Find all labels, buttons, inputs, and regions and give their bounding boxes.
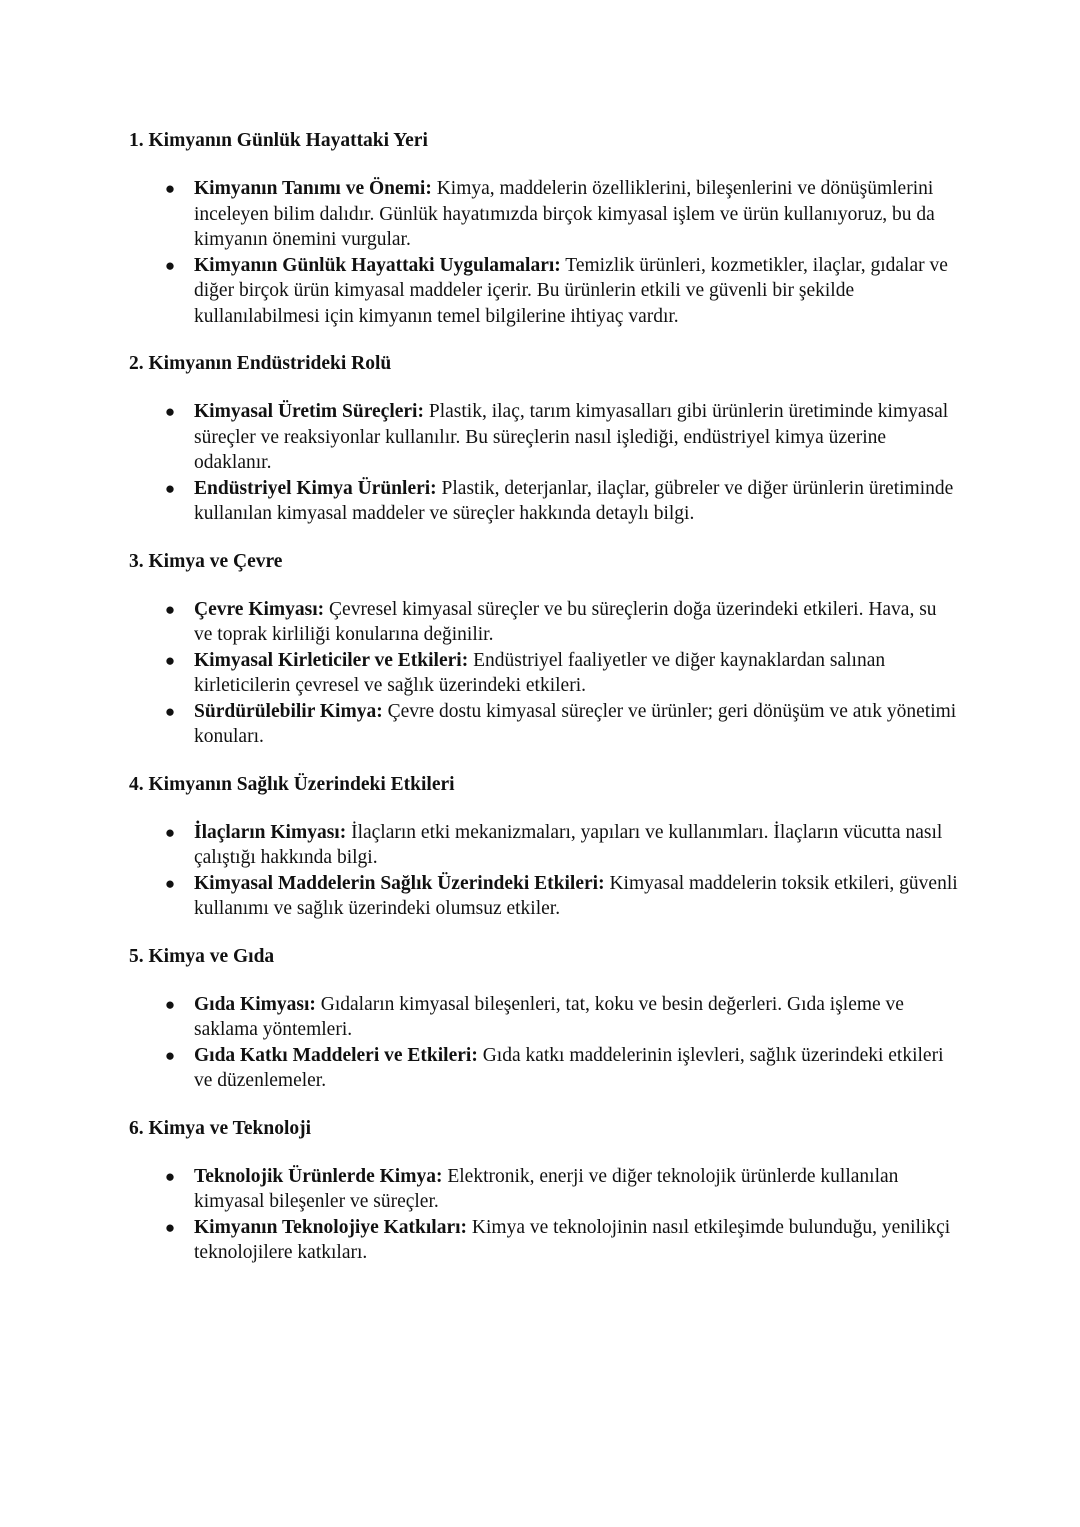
bullet-icon: ●: [164, 701, 176, 721]
item-term: Çevre Kimyası:: [194, 598, 325, 620]
item-term: Kimyasal Üretim Süreçleri:: [194, 401, 424, 422]
section-title: 2. Kimyanın Endüstrideki Rolü: [129, 353, 392, 374]
item-text: Kimya, maddelerin özelliklerini, bileşenlerini ve dönüşümlerini inceleyen bilim dalıdır. Günlük hayatımızda birçok kimyasal işlem ve ürün kullanıyoruz, bu da kimyanın önemini vurgular.: [194, 178, 935, 250]
item-term: Kimyasal Maddelerin Sağlık Üzerindeki Etkileri:: [194, 872, 605, 894]
bullet-list: [129, 1164, 959, 1266]
list-item: [129, 871, 959, 922]
section-4: [129, 772, 959, 922]
section-2: [129, 351, 959, 527]
bullet-icon: ●: [164, 599, 176, 619]
item-text: Elektronik, enerji ve diğer teknolojik ürünlerde kullanılan kimyasal bileşenler ve süreçler.: [194, 1165, 899, 1212]
list-item: [129, 820, 959, 871]
section-title: 4. Kimyanın Sağlık Üzerindeki Etkileri: [129, 773, 455, 795]
item-term: Kimyasal Kirleticiler ve Etkileri:: [194, 649, 469, 671]
list-item: [129, 1215, 959, 1266]
list-item: [129, 699, 959, 750]
item-term: Teknolojik Ürünlerde Kimya:: [194, 1165, 443, 1187]
list-item: [129, 399, 959, 476]
bullet-icon: ●: [164, 650, 176, 670]
list-item: [129, 597, 959, 648]
bullet-list: [129, 992, 959, 1094]
item-text: İlaçların etki mekanizmaları, yapıları ve kullanımları. İlaçların vücutta nasıl çalıştığı hakkında bilgi.: [194, 821, 943, 868]
bullet-icon: ●: [164, 402, 176, 421]
bullet-icon: ●: [164, 873, 176, 893]
item-term: Sürdürülebilir Kimya:: [194, 700, 383, 722]
list-item: [129, 253, 959, 330]
list-item: [129, 992, 959, 1043]
bullet-icon: ●: [164, 179, 176, 198]
item-text: Çevresel kimyasal süreçler ve bu süreçlerin doğa üzerindeki etkileri. Hava, su ve toprak kirliliği konularına değinilir.: [194, 598, 937, 645]
bullet-icon: ●: [164, 255, 176, 275]
item-text: Plastik, ilaç, tarım kimyasalları gibi ürünlerin üretiminde kimyasal süreçler ve reaksiyonlar kullanılır. Bu süreçlerin nasıl işlediği, endüstriyel kimya üzerine odaklanır.: [194, 401, 949, 473]
item-term: Kimyanın Tanımı ve Önemi:: [194, 178, 432, 199]
section-6: [129, 1116, 959, 1266]
item-term: Endüstriyel Kimya Ürünleri:: [194, 477, 437, 499]
section-5: [129, 944, 959, 1094]
item-text: Endüstriyel faaliyetler ve diğer kaynaklardan salınan kirleticilerin çevresel ve sağlık üzerindeki etkileri.: [194, 649, 886, 696]
section-title: 3. Kimya ve Çevre: [129, 550, 283, 572]
item-term: Kimyanın Günlük Hayattaki Uygulamaları:: [194, 254, 561, 276]
item-text: Kimyasal maddelerin toksik etkileri, güvenli kullanımı ve sağlık üzerindeki olumsuz etkiler.: [194, 872, 958, 919]
item-term: İlaçların Kimyası:: [194, 821, 347, 843]
bullet-icon: ●: [164, 478, 176, 498]
item-text: Çevre dostu kimyasal süreçler ve ürünler; geri dönüşüm ve atık yönetimi konuları.: [194, 700, 957, 747]
bullet-icon: ●: [164, 1166, 176, 1186]
item-text: Gıda katkı maddelerinin işlevleri, sağlık üzerindeki etkileri ve düzenlemeler.: [194, 1044, 944, 1091]
list-item: [129, 176, 959, 253]
bullet-icon: ●: [164, 994, 176, 1014]
bullet-list: [129, 820, 959, 922]
bullet-icon: ●: [164, 1217, 176, 1237]
item-text: Gıdaların kimyasal bileşenleri, tat, koku ve besin değerleri. Gıda işleme ve saklama yöntemleri.: [194, 993, 904, 1040]
item-text: Kimya ve teknolojinin nasıl etkileşimde bulunduğu, yenilikçi teknolojilere katkıları.: [194, 1216, 951, 1263]
item-term: Gıda Katkı Maddeleri ve Etkileri:: [194, 1044, 478, 1066]
document-content: [129, 128, 959, 1288]
bullet-list: [129, 597, 959, 750]
list-item: [129, 476, 959, 527]
bullet-list: [129, 176, 959, 329]
list-item: [129, 1043, 959, 1094]
bullet-list: [129, 399, 959, 527]
section-3: [129, 549, 959, 750]
section-1: [129, 128, 959, 329]
section-title: 6. Kimya ve Teknoloji: [129, 1117, 312, 1139]
section-title: 5. Kimya ve Gıda: [129, 945, 275, 967]
list-item: [129, 648, 959, 699]
item-term: Kimyanın Teknolojiye Katkıları:: [194, 1216, 468, 1238]
section-title: 1. Kimyanın Günlük Hayattaki Yeri: [129, 130, 428, 151]
bullet-icon: ●: [164, 822, 176, 842]
list-item: [129, 1164, 959, 1215]
bullet-icon: ●: [164, 1045, 176, 1065]
item-term: Gıda Kimyası:: [194, 993, 316, 1015]
item-text: Temizlik ürünleri, kozmetikler, ilaçlar, gıdalar ve diğer birçok ürün kimyasal maddeler içerir. Bu ürünlerin etkili ve güvenli bir şekilde kullanılabilmesi için kimyanın temel bilgilerine ihtiyaç vardır.: [194, 254, 948, 327]
item-text: Plastik, deterjanlar, ilaçlar, gübreler ve diğer ürünlerin üretiminde kullanılan kimyasal maddeler ve süreçler hakkında detaylı bilgi.: [194, 477, 954, 524]
